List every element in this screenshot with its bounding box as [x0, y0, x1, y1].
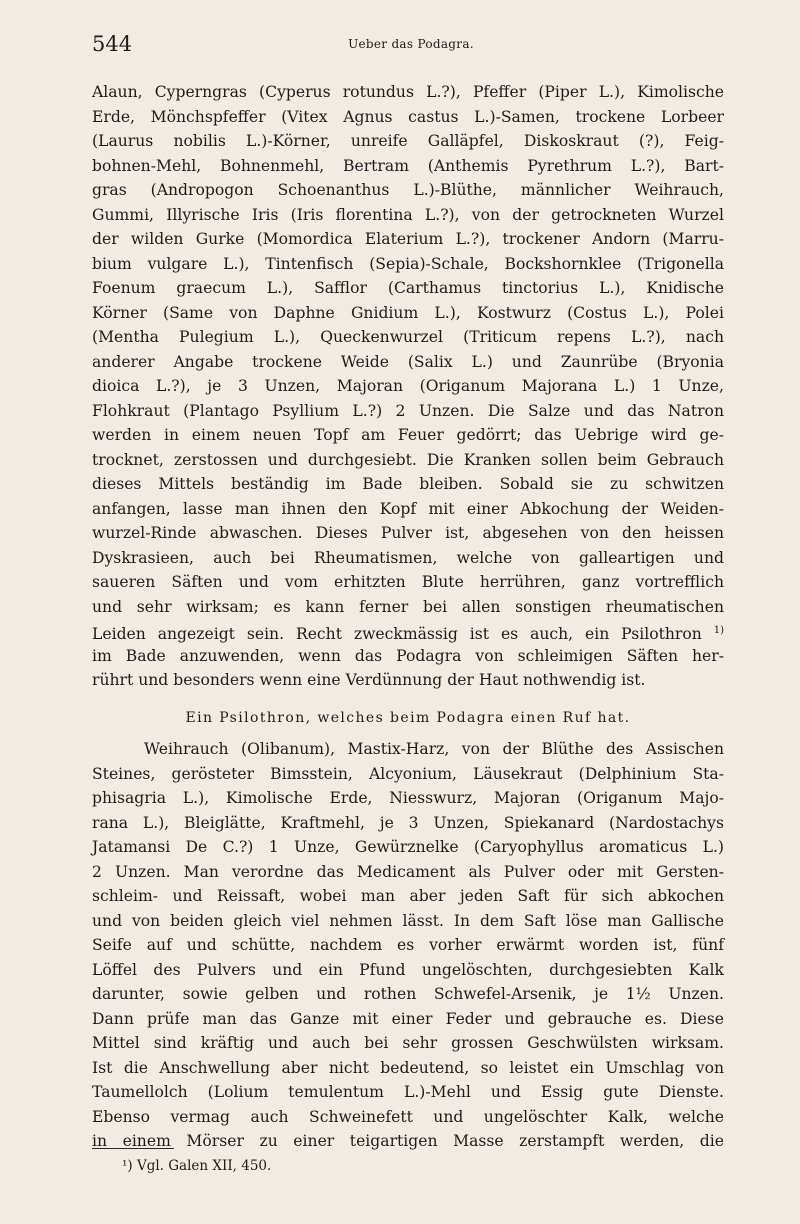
text-line: Flohkraut (Plantago Psyllium L.?) 2 Unzen. Die Salze und das Natron	[92, 401, 724, 420]
text-line: Seife auf und schütte, nachdem es vorher erwärmt worden ist, fünf	[92, 936, 724, 954]
paragraph-1	[92, 80, 724, 693]
text-line: Ist die Anschwellung aber nicht bedeutend, so leistet ein Umschlag von	[92, 1058, 724, 1077]
text-line: Dyskrasieen, auch bei Rheumatismen, welche von galleartigen und	[92, 548, 724, 567]
section-heading: Ein Psilothron, welches beim Podagra einen Ruf hat.	[185, 709, 631, 726]
text-line: schleim- und Reissaft, wobei man aber jeden Saft für sich abkochen	[92, 887, 724, 905]
running-title: Ueber das Podagra.	[348, 37, 474, 51]
text-line: Steines, gerösteter Bimsstein, Alcyonium, Läusekraut (Delphinium Sta-	[92, 764, 724, 783]
text-line: gras (Andropogon Schoenanthus L.)-Blüthe, männlicher Weihrauch,	[92, 181, 724, 199]
text-line: werden in einem neuen Topf am Feuer gedörrt; das Uebrige wird ge-	[92, 426, 724, 444]
footnote-reference: 1)	[713, 625, 724, 636]
text-line: Löffel des Pulvers und ein Pfund ungelöschten, durchgesiebten Kalk	[92, 960, 724, 979]
line-text: Leiden angezeigt sein. Recht zweckmässig ist es auch, ein Psilothron	[92, 625, 702, 643]
text-line-with-footnote-ref	[92, 619, 724, 644]
text-line: anderer Angabe trockene Weide (Salix L.) und Zaunrübe (Bryonia	[92, 352, 724, 371]
footnote: ¹) Vgl. Galen XII, 450.	[122, 1158, 272, 1174]
text-line: Erde, Mönchspfeffer (Vitex Agnus castus L.)-Samen, trockene Lorbeer	[92, 107, 724, 126]
page-header	[92, 32, 730, 58]
text-line: und sehr wirksam; es kann ferner bei allen sonstigen rheumatischen	[92, 597, 724, 616]
text-line: darunter, sowie gelben und rothen Schwefel-Arsenik, je 1½ Unzen.	[92, 985, 724, 1003]
text-line: der wilden Gurke (Momordica Elaterium L.?), trockener Andorn (Marru-	[92, 230, 724, 248]
text-line: bohnen-Mehl, Bohnenmehl, Bertram (Anthemis Pyrethrum L.?), Bart-	[92, 156, 724, 175]
text-line: rana L.), Bleiglätte, Kraftmehl, je 3 Unzen, Spiekanard (Nardostachys	[92, 813, 724, 832]
text-line: Dann prüfe man das Ganze mit einer Feder und gebrauche es. Diese	[92, 1009, 724, 1028]
text-line: Jatamansi De C.?) 1 Unze, Gewürznelke (Caryophyllus aromaticus L.)	[92, 838, 724, 856]
text-line: phisagria L.), Kimolische Erde, Niesswurz, Majoran (Origanum Majo-	[92, 789, 724, 807]
text-line: im Bade anzuwenden, wenn das Podagra von schleimigen Säften her-	[92, 646, 724, 665]
text-line: Taumellolch (Lolium temulentum L.)-Mehl und Essig gute Dienste.	[92, 1083, 724, 1101]
paragraph-2	[92, 737, 724, 1154]
text-line: dioica L.?), je 3 Unzen, Majoran (Origanum Majorana L.) 1 Unze,	[92, 377, 724, 395]
text-line: anfangen, lasse man ihnen den Kopf mit einer Abkochung der Weiden-	[92, 499, 724, 518]
text-line: Weihrauch (Olibanum), Mastix-Harz, von der Blüthe des Assischen	[144, 740, 724, 758]
text-line: trocknet, zerstossen und durchgesiebt. Die Kranken sollen beim Gebrauch	[92, 450, 724, 469]
text-line: 2 Unzen. Man verordne das Medicament als Pulver oder mit Gersten-	[92, 862, 724, 881]
text-line: (Mentha Pulegium L.), Queckenwurzel (Triticum repens L.?), nach	[92, 328, 724, 346]
text-line: wurzel-Rinde abwaschen. Dieses Pulver ist, abgesehen von den heissen	[92, 524, 724, 542]
text-line: Mittel sind kräftig und auch bei sehr grossen Geschwülsten wirksam.	[92, 1034, 724, 1052]
body-text	[92, 80, 724, 1154]
text-line: Gummi, Illyrische Iris (Iris florentina L.?), von der getrockneten Wurzel	[92, 205, 724, 224]
text-line: dieses Mittels beständig im Bade bleiben. Sobald sie zu schwitzen	[92, 475, 724, 493]
page-number: 544	[92, 32, 133, 56]
text-line: (Laurus nobilis L.)-Körner, unreife Galläpfel, Diskoskraut (?), Feig-	[92, 132, 724, 150]
text-line: saueren Säften und vom erhitzten Blute herrühren, ganz vortrefflich	[92, 573, 724, 591]
text-line: Ebenso vermag auch Schweinefett und ungelöschter Kalk, welche	[92, 1107, 724, 1126]
text-line: bium vulgare L.), Tintenfisch (Sepia)-Schale, Bockshornklee (Trigonella	[92, 254, 724, 273]
text-line: und von beiden gleich viel nehmen lässt. In dem Saft löse man Gallische	[92, 911, 724, 930]
text-line: Foenum graecum L.), Safflor (Carthamus tinctorius L.), Knidische	[92, 279, 724, 297]
text-line: in einem Mörser zu einer teigartigen Masse zerstampft werden, die	[92, 1132, 724, 1150]
footnote-divider	[92, 1148, 174, 1149]
text-line: rührt und besonders wenn eine Verdünnung der Haut nothwendig ist.	[92, 671, 646, 689]
text-line: Körner (Same von Daphne Gnidium L.), Kostwurz (Costus L.), Polei	[92, 303, 724, 322]
text-line: Alaun, Cyperngras (Cyperus rotundus L.?), Pfeffer (Piper L.), Kimolische	[92, 83, 724, 101]
